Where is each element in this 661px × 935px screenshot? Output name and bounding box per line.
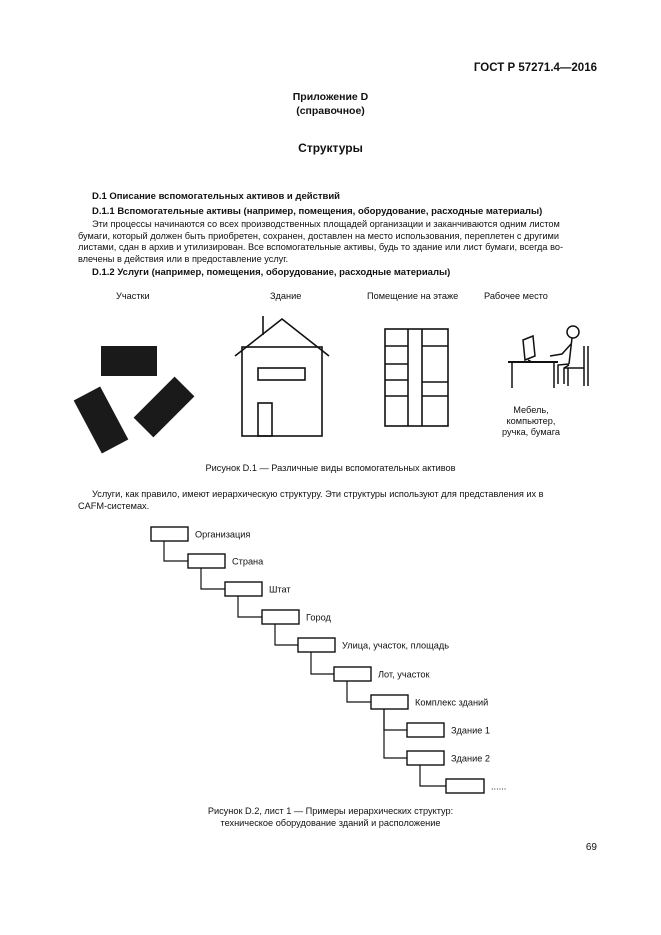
hierarchy-node-label: Организация <box>195 529 251 540</box>
label-building: Здание <box>270 291 302 301</box>
paragraph-line: CAFM-системах. <box>78 500 150 511</box>
heading-d11: D.1.1 Вспомогательные активы (например, помещения, оборудование, расходные материалы) <box>92 206 543 217</box>
section-title: Структуры <box>298 141 363 155</box>
hierarchy-node-label: Страна <box>232 556 264 567</box>
hierarchy-node-label: Лот, участок <box>378 669 430 680</box>
hierarchy-node-box <box>407 723 444 737</box>
workplace-note-line: компьютер, <box>506 416 556 426</box>
paragraph-line: Услуги, как правило, имеют иерархическую структуру. Эти структуры используют для представления их в <box>92 489 544 499</box>
figure1-caption: Рисунок D.1 — Различные виды вспомогательных активов <box>205 463 456 473</box>
hierarchy-node-box <box>446 779 484 793</box>
hierarchy-node-label: Улица, участок, площадь <box>342 640 449 651</box>
standard-code: ГОСТ Р 57271.4—2016 <box>473 62 597 74</box>
hierarchy-connector <box>164 541 188 561</box>
hierarchy-node-box <box>298 638 335 652</box>
hierarchy-node-box <box>371 695 408 709</box>
paragraph-line: листами, сдан в архив и утилизирован. Все вспомогательные активы, будь то здание или лист бумаги, всегда во- <box>78 242 564 253</box>
page-number: 69 <box>585 842 597 853</box>
label-floor-room: Помещение на этаже <box>367 291 459 301</box>
hierarchy-connector <box>275 624 298 645</box>
hierarchy-node-box <box>334 667 371 681</box>
hierarchy-connector <box>384 709 407 758</box>
figure2-caption-line: техническое оборудование зданий и расположение <box>220 818 441 828</box>
hierarchy-node-label: Комплекс зданий <box>415 697 489 708</box>
appendix-title: Приложение D <box>292 91 369 103</box>
hierarchy-node-label: Город <box>306 612 331 623</box>
hierarchy-connector <box>201 568 225 589</box>
heading-d1: D.1 Описание вспомогательных активов и действий <box>92 191 341 202</box>
hierarchy-node-box <box>151 527 188 541</box>
paragraph-line: бумаги, который должен быть приобретен, сохранен, доставлен на место использования, переплетен с другими <box>78 230 559 241</box>
workplace-note-line: Мебель, <box>513 405 549 415</box>
label-workplace: Рабочее место <box>484 291 548 301</box>
hierarchy-connector <box>347 681 371 702</box>
hierarchy-connector <box>384 709 407 730</box>
hierarchy-node-box <box>188 554 225 568</box>
hierarchy-connector <box>238 596 262 617</box>
label-sites: Участки <box>116 291 150 301</box>
workplace-note-line: ручка, бумага <box>501 427 561 437</box>
figure2-caption <box>0 805 661 829</box>
hierarchy-node-label: Здание 1 <box>451 725 490 736</box>
hierarchy-node-box <box>407 751 444 765</box>
hierarchy-connector <box>311 652 334 674</box>
hierarchy-node-label: Штат <box>269 584 291 595</box>
hierarchy-node-label: Здание 2 <box>451 753 490 764</box>
heading-d12: D.1.2 Услуги (например, помещения, оборудование, расходные материалы) <box>92 267 451 278</box>
hierarchy-node-box <box>225 582 262 596</box>
appendix-subtitle: (справочное) <box>296 105 365 117</box>
hierarchy-connector <box>420 765 446 786</box>
paragraph-line: влечены в действия или в предоставление услуг. <box>78 253 289 264</box>
hierarchy-node-label: ...... <box>491 781 507 792</box>
hierarchy-node-box <box>262 610 299 624</box>
figure2-caption-line: Рисунок D.2, лист 1 — Примеры иерархических структур: <box>207 806 454 816</box>
paragraph-line: Эти процессы начинаются со всех производственных площадей организации и заканчиваются одним листом <box>92 219 560 229</box>
